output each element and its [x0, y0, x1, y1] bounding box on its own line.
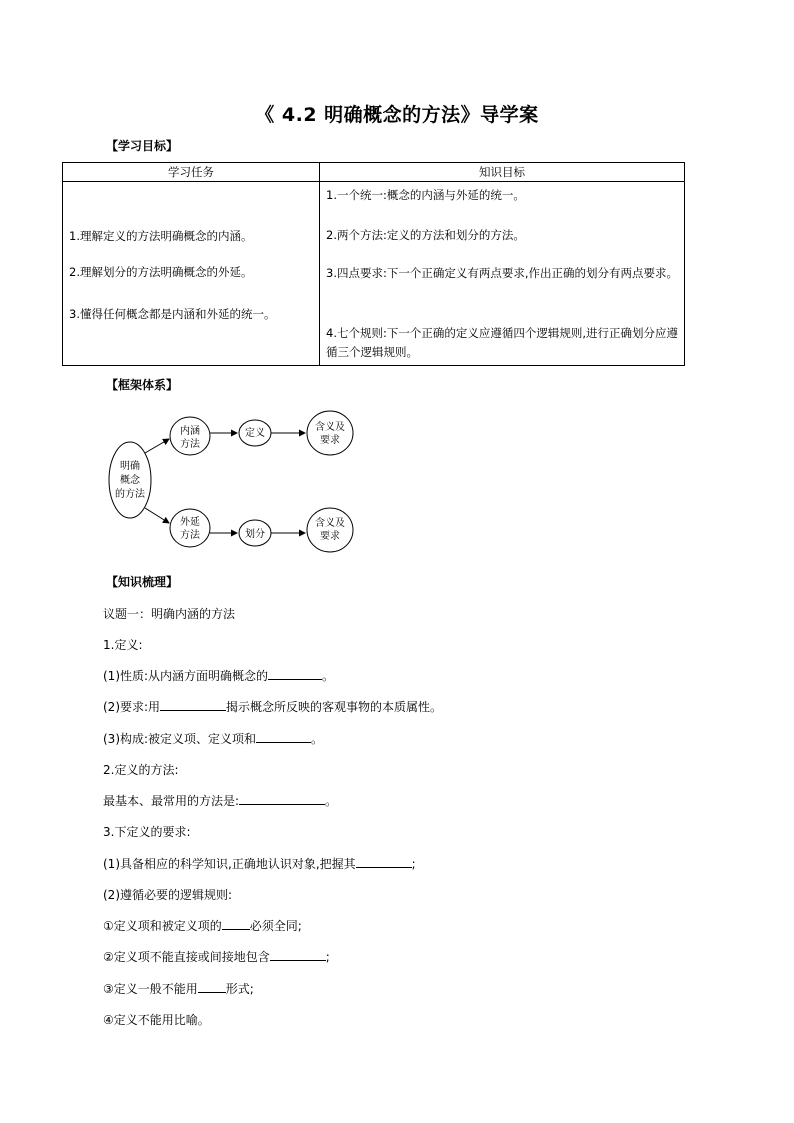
- fill-blank: [270, 948, 326, 961]
- meaning-label: 要求: [320, 435, 340, 446]
- objective-item: 3.四点要求:下一个正确定义有两点要求,作出正确的划分有两点要求。: [326, 266, 678, 280]
- content-line: (3)构成:被定义项、定义项和 。: [103, 732, 324, 746]
- meaning-requirements-top-node: [307, 411, 353, 455]
- table-header-tasks: 学习任务: [63, 163, 320, 182]
- root-label: 明确: [120, 461, 140, 472]
- section-knowledge-heading: 【知识梳理】: [106, 575, 179, 589]
- objective-item: 2.两个方法:定义的方法和划分的方法。: [326, 228, 525, 242]
- content-line: ④定义不能用比喻。: [103, 1013, 210, 1027]
- fill-blank: [198, 980, 226, 993]
- definition-label: 定义: [245, 428, 265, 439]
- table-header-objectives: 知识目标: [320, 163, 685, 182]
- page-title: 《 4.2 明确概念的方法》导学案: [255, 104, 539, 126]
- intension-label: 方法: [180, 439, 200, 450]
- fill-blank: [239, 792, 325, 805]
- fill-blank: [160, 698, 226, 711]
- extension-label: 外延: [180, 517, 200, 528]
- meaning-requirements-bottom-node: [307, 508, 353, 552]
- arrow: [145, 439, 169, 453]
- content-line: (1)性质:从内涵方面明确概念的 。: [103, 669, 335, 683]
- fill-blank: [222, 917, 250, 930]
- task-item: 1.理解定义的方法明确概念的内涵。: [69, 229, 253, 243]
- fill-blank: [256, 730, 311, 743]
- objectives-cell: [320, 182, 685, 366]
- root-label: 概念: [120, 475, 140, 486]
- task-item: 2.理解划分的方法明确概念的外延。: [69, 265, 253, 279]
- topic-one: 议题一：明确内涵的方法: [103, 607, 236, 621]
- section-goals-heading: 【学习目标】: [106, 139, 179, 153]
- section-framework-heading: 【框架体系】: [106, 378, 179, 392]
- content-line: 最基本、最常用的方法是: 。: [103, 794, 338, 808]
- content-line: (1)具备相应的科学知识,正确地认识对象,把握其 ;: [103, 857, 416, 871]
- tasks-cell: [63, 182, 320, 366]
- root-label: 的方法: [115, 489, 145, 500]
- content-line: 2.定义的方法:: [103, 763, 179, 777]
- intension-label: 内涵: [180, 426, 200, 437]
- fill-blank: [268, 667, 322, 680]
- fill-blank: [356, 855, 412, 868]
- division-label: 划分: [245, 529, 265, 540]
- meaning-label: 要求: [320, 531, 340, 542]
- goals-table: [62, 162, 685, 366]
- content-line: ③定义一般不能用 形式;: [103, 982, 254, 996]
- objective-item: 1.一个统一:概念的内涵与外延的统一。: [326, 188, 525, 202]
- concept-diagram: [100, 405, 370, 565]
- meaning-label: 含义及: [315, 518, 345, 529]
- content-line: 3.下定义的要求:: [103, 825, 191, 839]
- arrow: [145, 508, 169, 523]
- content-line: ②定义项不能直接或间接地包含 ;: [103, 950, 330, 964]
- content-line: 1.定义:: [103, 638, 143, 652]
- content-line: ①定义项和被定义项的 必须全同;: [103, 919, 302, 933]
- content-line: (2)遵循必要的逻辑规则:: [103, 888, 233, 902]
- objective-item: 4.七个规则:下一个正确的定义应遵循四个逻辑规则,进行正确划分应遵循三个逻辑规则。: [326, 326, 678, 359]
- meaning-label: 含义及: [315, 422, 345, 433]
- extension-label: 方法: [180, 530, 200, 541]
- content-line: (2)要求:用 揭示概念所反映的客观事物的本质属性。: [103, 700, 443, 714]
- extension-method-node: [170, 509, 210, 547]
- task-item: 3.懂得任何概念都是内涵和外延的统一。: [69, 307, 276, 321]
